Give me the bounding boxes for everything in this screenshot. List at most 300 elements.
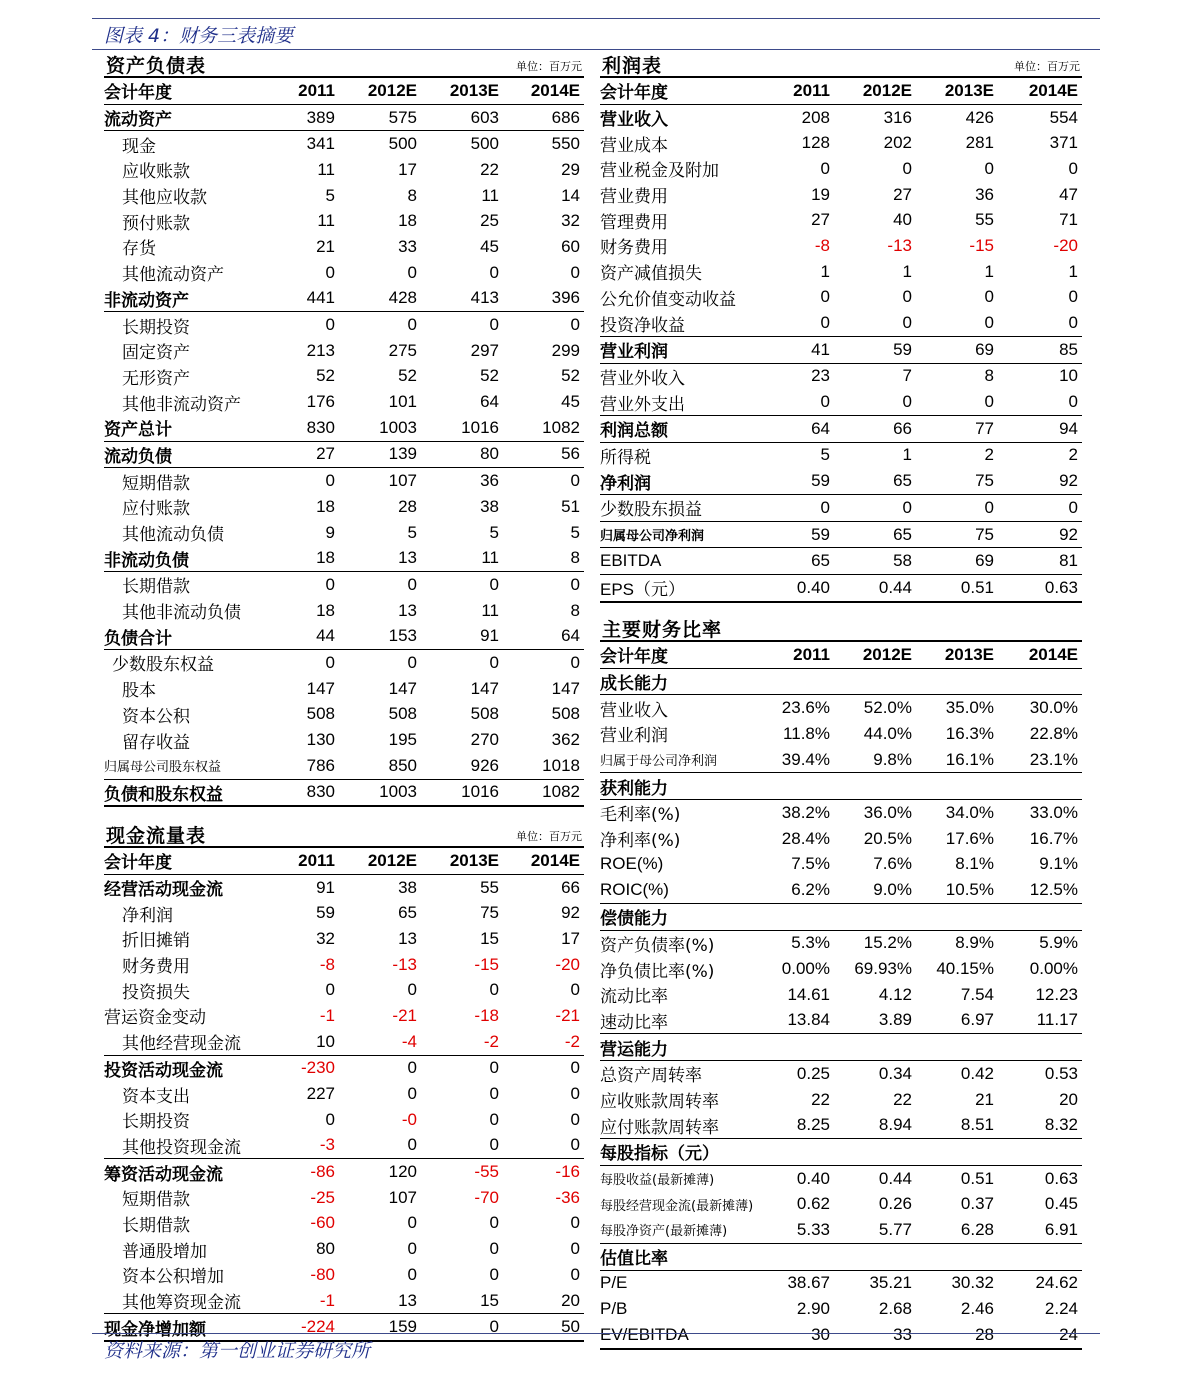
table-row xyxy=(104,415,584,441)
row-value: 20 xyxy=(503,1288,584,1314)
row-value: 5 xyxy=(325,185,335,205)
row-value xyxy=(998,1139,1082,1166)
row-value xyxy=(998,903,1082,930)
row-label: 其他筹资现金流 xyxy=(104,1288,264,1314)
row-label: EBITDA xyxy=(600,548,756,575)
row-value: 7.6% xyxy=(873,854,912,874)
row-value: 77 xyxy=(916,415,998,442)
row-value: 0.00% xyxy=(781,959,830,979)
table-row xyxy=(600,130,1082,156)
row-value: 15 xyxy=(480,928,499,948)
row-value: 0 xyxy=(325,574,335,594)
row-value: 8 xyxy=(407,185,417,205)
table-row xyxy=(104,1107,584,1133)
row-label: 应付账款周转率 xyxy=(600,1112,756,1138)
row-label: 少数股东损益 xyxy=(600,495,756,522)
source-note: 资料来源：第一创业证券研究所 xyxy=(104,1340,371,1362)
row-label: 短期借款 xyxy=(122,473,190,494)
row-value: 0 xyxy=(503,1133,584,1159)
row-value: 1 xyxy=(820,261,830,281)
table-row xyxy=(104,598,584,624)
row-value: 9 xyxy=(325,522,335,542)
row-value: 28 xyxy=(916,1322,998,1349)
header-year: 2013E xyxy=(916,641,998,668)
row-value: 36.0% xyxy=(863,802,912,822)
table-row xyxy=(600,800,1082,826)
row-value: 147 xyxy=(470,678,499,698)
row-value: -13 xyxy=(887,235,912,255)
row-value: 2.46 xyxy=(960,1299,994,1319)
row-value: -60 xyxy=(310,1213,335,1233)
row-value: 6.28 xyxy=(916,1217,998,1243)
row-value: 299 xyxy=(551,340,580,360)
table-row xyxy=(104,468,584,494)
row-value: 0 xyxy=(489,574,499,594)
table-row xyxy=(104,650,584,676)
row-value: 28 xyxy=(398,496,417,516)
row-value: 500 xyxy=(388,134,417,154)
table-row xyxy=(600,495,1082,522)
row-label: 资产负债率(%) xyxy=(600,935,715,956)
row-value: 0 xyxy=(489,1084,499,1104)
row-value: 65 xyxy=(756,548,834,575)
row-value: 0 xyxy=(325,1109,335,1129)
row-value: 1 xyxy=(984,261,994,281)
table-row xyxy=(104,676,584,702)
row-value: 40.15% xyxy=(936,959,994,979)
table-row xyxy=(104,926,584,952)
title-rule xyxy=(92,49,1100,50)
balance-sheet-panel xyxy=(104,51,584,807)
row-value: -86 xyxy=(310,1162,335,1182)
row-value: 64 xyxy=(480,392,499,412)
row-label: 资本公积增加 xyxy=(122,1267,224,1288)
row-value: 0 xyxy=(1068,287,1078,307)
header-row xyxy=(600,641,1082,668)
row-value: 101 xyxy=(388,392,417,412)
row-value: 5.77 xyxy=(834,1217,916,1243)
row-value: 14.61 xyxy=(787,984,830,1004)
table-row xyxy=(104,545,584,571)
row-value: 23 xyxy=(811,366,830,386)
table-row xyxy=(600,1008,1082,1034)
row-value: 13 xyxy=(398,600,417,620)
row-value: 0 xyxy=(421,1314,503,1341)
row-label: 其他投资现金流 xyxy=(104,1133,264,1159)
row-value: 3.89 xyxy=(834,1008,916,1034)
row-value: -3 xyxy=(264,1133,339,1159)
row-label: 预付账款 xyxy=(122,213,190,234)
table-row xyxy=(600,1034,1082,1061)
row-value: 389 xyxy=(264,104,339,131)
header-label: 会计年度 xyxy=(104,847,264,874)
row-value: 38.2% xyxy=(781,802,830,822)
row-value: 0 xyxy=(570,471,580,491)
row-value: 17.6% xyxy=(945,828,994,848)
row-value: 0 xyxy=(570,980,580,1000)
row-value: 508 xyxy=(388,704,417,724)
row-label: 公允价值变动收益 xyxy=(600,289,736,310)
row-value: 39.4% xyxy=(756,747,834,773)
table-row xyxy=(104,208,584,234)
row-value: 92 xyxy=(998,521,1082,548)
row-label: 应付账款 xyxy=(122,499,190,520)
row-value: 7.54 xyxy=(960,984,994,1004)
row-value: 69.93% xyxy=(854,959,912,979)
table-row xyxy=(600,1087,1082,1113)
row-value: 508 xyxy=(551,704,580,724)
row-value: 0 xyxy=(998,389,1082,415)
row-value: 13 xyxy=(339,1288,421,1314)
row-value: 1 xyxy=(1068,261,1078,281)
row-value: 27 xyxy=(811,210,830,230)
table-row xyxy=(104,952,584,978)
row-value: -2 xyxy=(503,1029,584,1055)
row-value: 0 xyxy=(407,574,417,594)
row-label: 长期借款 xyxy=(122,577,190,598)
table-row xyxy=(600,521,1082,548)
row-value: 11.8% xyxy=(783,723,830,743)
table-row xyxy=(104,702,584,728)
row-value xyxy=(756,1243,834,1270)
row-value: 66 xyxy=(561,877,580,897)
row-value xyxy=(998,1243,1082,1270)
row-value: 59 xyxy=(834,336,916,363)
row-value: 81 xyxy=(998,548,1082,575)
row-value: 0.42 xyxy=(960,1063,994,1083)
row-value: 52 xyxy=(316,366,335,386)
row-value: 0 xyxy=(916,495,998,522)
row-label: 流动资产 xyxy=(104,104,264,131)
row-value: 0 xyxy=(407,315,417,335)
row-value: 281 xyxy=(965,133,994,153)
row-value: -1 xyxy=(319,1005,335,1025)
table-row xyxy=(600,415,1082,442)
header-year: 2013E xyxy=(421,77,503,104)
row-value: 92 xyxy=(561,903,580,923)
header-label: 会计年度 xyxy=(600,77,756,104)
row-value: 0 xyxy=(339,1133,421,1159)
row-value: 107 xyxy=(388,1187,417,1207)
row-value: 6.97 xyxy=(916,1008,998,1034)
row-label: 成长能力 xyxy=(600,668,756,695)
row-value: 0 xyxy=(489,1239,499,1259)
row-value: 0 xyxy=(570,1084,580,1104)
table-row xyxy=(600,389,1082,415)
row-value: 0 xyxy=(489,980,499,1000)
row-label: 非流动负债 xyxy=(104,545,264,571)
row-value: 139 xyxy=(339,441,421,468)
table-row xyxy=(104,1211,584,1237)
row-value: 153 xyxy=(339,623,421,649)
row-value: 2.90 xyxy=(796,1299,830,1319)
row-label: 利润总额 xyxy=(600,415,756,442)
row-value: 2 xyxy=(1068,445,1078,465)
table-row xyxy=(104,1029,584,1055)
row-value: 1082 xyxy=(503,779,584,806)
row-value: 66 xyxy=(834,415,916,442)
row-value: 0 xyxy=(998,310,1082,336)
table-row xyxy=(600,259,1082,285)
row-value: 11 xyxy=(481,185,499,205)
row-value: 0 xyxy=(984,158,994,178)
row-value: -18 xyxy=(474,1005,499,1025)
row-value: 0 xyxy=(407,262,417,282)
row-value: 0.51 xyxy=(916,575,998,602)
row-value: 94 xyxy=(998,415,1082,442)
row-label: EPS（元） xyxy=(600,575,756,602)
row-value: 0 xyxy=(407,1084,417,1104)
row-value: 55 xyxy=(975,210,994,230)
row-label: ROE(%) xyxy=(600,854,664,874)
row-value: -21 xyxy=(392,1005,417,1025)
row-value: 413 xyxy=(421,286,503,312)
row-value: 38 xyxy=(398,877,417,897)
row-value: 2.68 xyxy=(878,1299,912,1319)
row-label: 净利润 xyxy=(600,468,756,494)
row-label: 投资损失 xyxy=(122,982,190,1003)
row-value: 44.0% xyxy=(863,723,912,743)
row-value: 33 xyxy=(398,236,417,256)
row-value: -224 xyxy=(264,1314,339,1341)
row-value xyxy=(756,668,834,695)
row-value: 0 xyxy=(570,262,580,282)
header-year: 2014E xyxy=(503,77,584,104)
header-year: 2011 xyxy=(264,77,339,104)
table-row xyxy=(104,338,584,364)
row-value: -8 xyxy=(814,235,830,255)
row-value: 29 xyxy=(561,159,580,179)
header-row xyxy=(600,77,1082,104)
row-value: -230 xyxy=(300,1058,335,1078)
row-value: 5 xyxy=(570,522,580,542)
row-label: 财务费用 xyxy=(600,238,668,259)
row-value: 0 xyxy=(570,315,580,335)
table-row xyxy=(104,104,584,131)
row-value: 362 xyxy=(551,730,580,750)
table-row xyxy=(600,982,1082,1008)
row-value xyxy=(916,903,998,930)
row-value: 0 xyxy=(756,310,834,336)
row-value: 0 xyxy=(407,1213,417,1233)
row-value: 0.44 xyxy=(878,1168,912,1188)
row-label: 少数股东权益 xyxy=(112,655,214,676)
row-value: 18 xyxy=(316,600,335,620)
row-value: 71 xyxy=(1059,210,1078,230)
row-value: 6.2% xyxy=(756,877,834,903)
row-value: 18 xyxy=(264,545,339,571)
table-row xyxy=(104,364,584,390)
table-row xyxy=(600,877,1082,903)
row-value: 0.00% xyxy=(1029,959,1078,979)
row-value: 275 xyxy=(388,340,417,360)
row-value: 0 xyxy=(325,471,335,491)
row-label: 现金净增加额 xyxy=(104,1314,264,1341)
table-row xyxy=(600,104,1082,130)
header-year: 2014E xyxy=(998,77,1082,104)
table-row xyxy=(600,930,1082,956)
row-value: 92 xyxy=(998,468,1082,494)
table-row xyxy=(104,131,584,157)
row-value: -0 xyxy=(401,1109,417,1129)
table-row xyxy=(600,1270,1082,1296)
table-row xyxy=(104,1081,584,1107)
row-value: 80 xyxy=(421,441,503,468)
row-label: 估值比率 xyxy=(600,1243,756,1270)
table-row xyxy=(600,1112,1082,1138)
row-label: 获利能力 xyxy=(600,773,756,800)
table-row xyxy=(600,1191,1082,1217)
row-value xyxy=(756,1139,834,1166)
row-label: 负债和股东权益 xyxy=(104,779,264,806)
row-value: 0 xyxy=(902,287,912,307)
row-value: 0 xyxy=(489,652,499,672)
row-value: 0 xyxy=(325,980,335,1000)
row-value xyxy=(998,668,1082,695)
row-value: 80 xyxy=(316,1239,335,1259)
table-row xyxy=(600,285,1082,311)
row-value: -21 xyxy=(555,1005,580,1025)
row-label: 投资净收益 xyxy=(600,310,756,336)
row-value: 195 xyxy=(388,730,417,750)
row-value: 5 xyxy=(489,522,499,542)
row-value: 0 xyxy=(325,315,335,335)
row-value xyxy=(756,903,834,930)
row-value: 5 xyxy=(407,522,417,542)
row-value: 2 xyxy=(984,445,994,465)
row-value: 30.0% xyxy=(1029,698,1078,718)
row-value: 8.32 xyxy=(998,1112,1082,1138)
row-value: 8.25 xyxy=(756,1112,834,1138)
row-value: 0 xyxy=(489,1213,499,1233)
header-year: 2012E xyxy=(339,77,421,104)
row-value: 10 xyxy=(1059,366,1078,386)
table-row xyxy=(600,956,1082,982)
header-year: 2012E xyxy=(834,77,916,104)
row-label: 普通股增加 xyxy=(122,1241,207,1262)
row-value: 64 xyxy=(756,415,834,442)
row-value: 0 xyxy=(570,1239,580,1259)
row-value: 36 xyxy=(975,184,994,204)
row-value: 8 xyxy=(984,366,994,386)
row-value: 65 xyxy=(834,468,916,494)
row-value: 55 xyxy=(480,877,499,897)
row-value: -15 xyxy=(474,954,499,974)
row-label: 速动比率 xyxy=(600,1008,756,1034)
row-label: 应收账款 xyxy=(122,162,190,183)
row-value: 12.23 xyxy=(1035,984,1078,1004)
table-row xyxy=(104,1055,584,1081)
top-rule xyxy=(92,18,1100,19)
row-value xyxy=(834,773,916,800)
row-value: 35.0% xyxy=(945,698,994,718)
row-value: 85 xyxy=(998,336,1082,363)
row-value: 22.8% xyxy=(1029,723,1078,743)
row-value: 1 xyxy=(902,261,912,281)
row-value: 270 xyxy=(470,730,499,750)
row-value: 554 xyxy=(1049,107,1078,127)
row-value: 128 xyxy=(801,133,830,153)
row-value xyxy=(916,668,998,695)
row-label: 流动负债 xyxy=(104,441,264,468)
cash-flow-unit: 单位：百万元 xyxy=(516,830,582,843)
row-value: -20 xyxy=(555,954,580,974)
row-value: 0.45 xyxy=(1044,1194,1078,1214)
row-label: P/B xyxy=(600,1299,628,1319)
row-value: 227 xyxy=(306,1084,335,1104)
table-row xyxy=(600,1296,1082,1322)
row-value: 32 xyxy=(561,211,580,231)
row-value: 0 xyxy=(489,262,499,282)
ratios-title: 主要财务比率 xyxy=(602,619,723,641)
row-value: 575 xyxy=(339,104,421,131)
header-year: 2011 xyxy=(264,847,339,874)
row-value: 24 xyxy=(998,1322,1082,1349)
table-row xyxy=(600,1322,1082,1349)
table-row xyxy=(600,668,1082,695)
header-year: 2012E xyxy=(834,641,916,668)
figure-title: 图表 4：财务三表摘要 xyxy=(104,25,294,47)
row-value: 428 xyxy=(339,286,421,312)
row-value xyxy=(998,1034,1082,1061)
row-value: 20 xyxy=(1059,1089,1078,1109)
income-statement-panel xyxy=(600,51,1082,603)
table-row xyxy=(104,286,584,312)
row-label: 折旧摊销 xyxy=(122,931,190,952)
row-value: 208 xyxy=(801,107,830,127)
row-value: 0 xyxy=(820,287,830,307)
row-value: -13 xyxy=(392,954,417,974)
row-value: 0 xyxy=(834,389,916,415)
row-value: 65 xyxy=(834,521,916,548)
row-value: 7 xyxy=(902,366,912,386)
row-value: -1 xyxy=(264,1288,339,1314)
table-row xyxy=(104,1133,584,1159)
row-label: EV/EBITDA xyxy=(600,1322,756,1349)
table-row xyxy=(600,852,1082,878)
header-year: 2014E xyxy=(503,847,584,874)
row-value: 0 xyxy=(916,389,998,415)
table-row xyxy=(104,1236,584,1262)
row-value: 159 xyxy=(339,1314,421,1341)
row-value: 59 xyxy=(756,468,834,494)
row-value: 16.7% xyxy=(1029,828,1078,848)
row-label: 财务费用 xyxy=(122,957,190,978)
table-row xyxy=(600,182,1082,208)
row-value: 8.94 xyxy=(834,1112,916,1138)
row-value: 23.1% xyxy=(998,747,1082,773)
row-label: 资产减值损失 xyxy=(600,264,702,285)
row-label: 资本支出 xyxy=(122,1086,190,1107)
row-value: 20.5% xyxy=(863,828,912,848)
row-value: 0.37 xyxy=(960,1194,994,1214)
row-value: 0.53 xyxy=(1044,1063,1078,1083)
row-value: 0 xyxy=(570,574,580,594)
row-value: 10 xyxy=(264,1029,339,1055)
row-value: -15 xyxy=(969,235,994,255)
row-value: 38 xyxy=(480,496,499,516)
header-label: 会计年度 xyxy=(104,77,264,104)
row-value: 1016 xyxy=(421,415,503,441)
row-value: 0 xyxy=(902,158,912,178)
row-value: 22 xyxy=(893,1089,912,1109)
row-value: 0 xyxy=(421,1133,503,1159)
row-value: 202 xyxy=(883,133,912,153)
table-row xyxy=(600,1165,1082,1191)
table-row xyxy=(600,773,1082,800)
row-label: 总资产周转率 xyxy=(600,1066,702,1087)
table-row xyxy=(104,779,584,806)
